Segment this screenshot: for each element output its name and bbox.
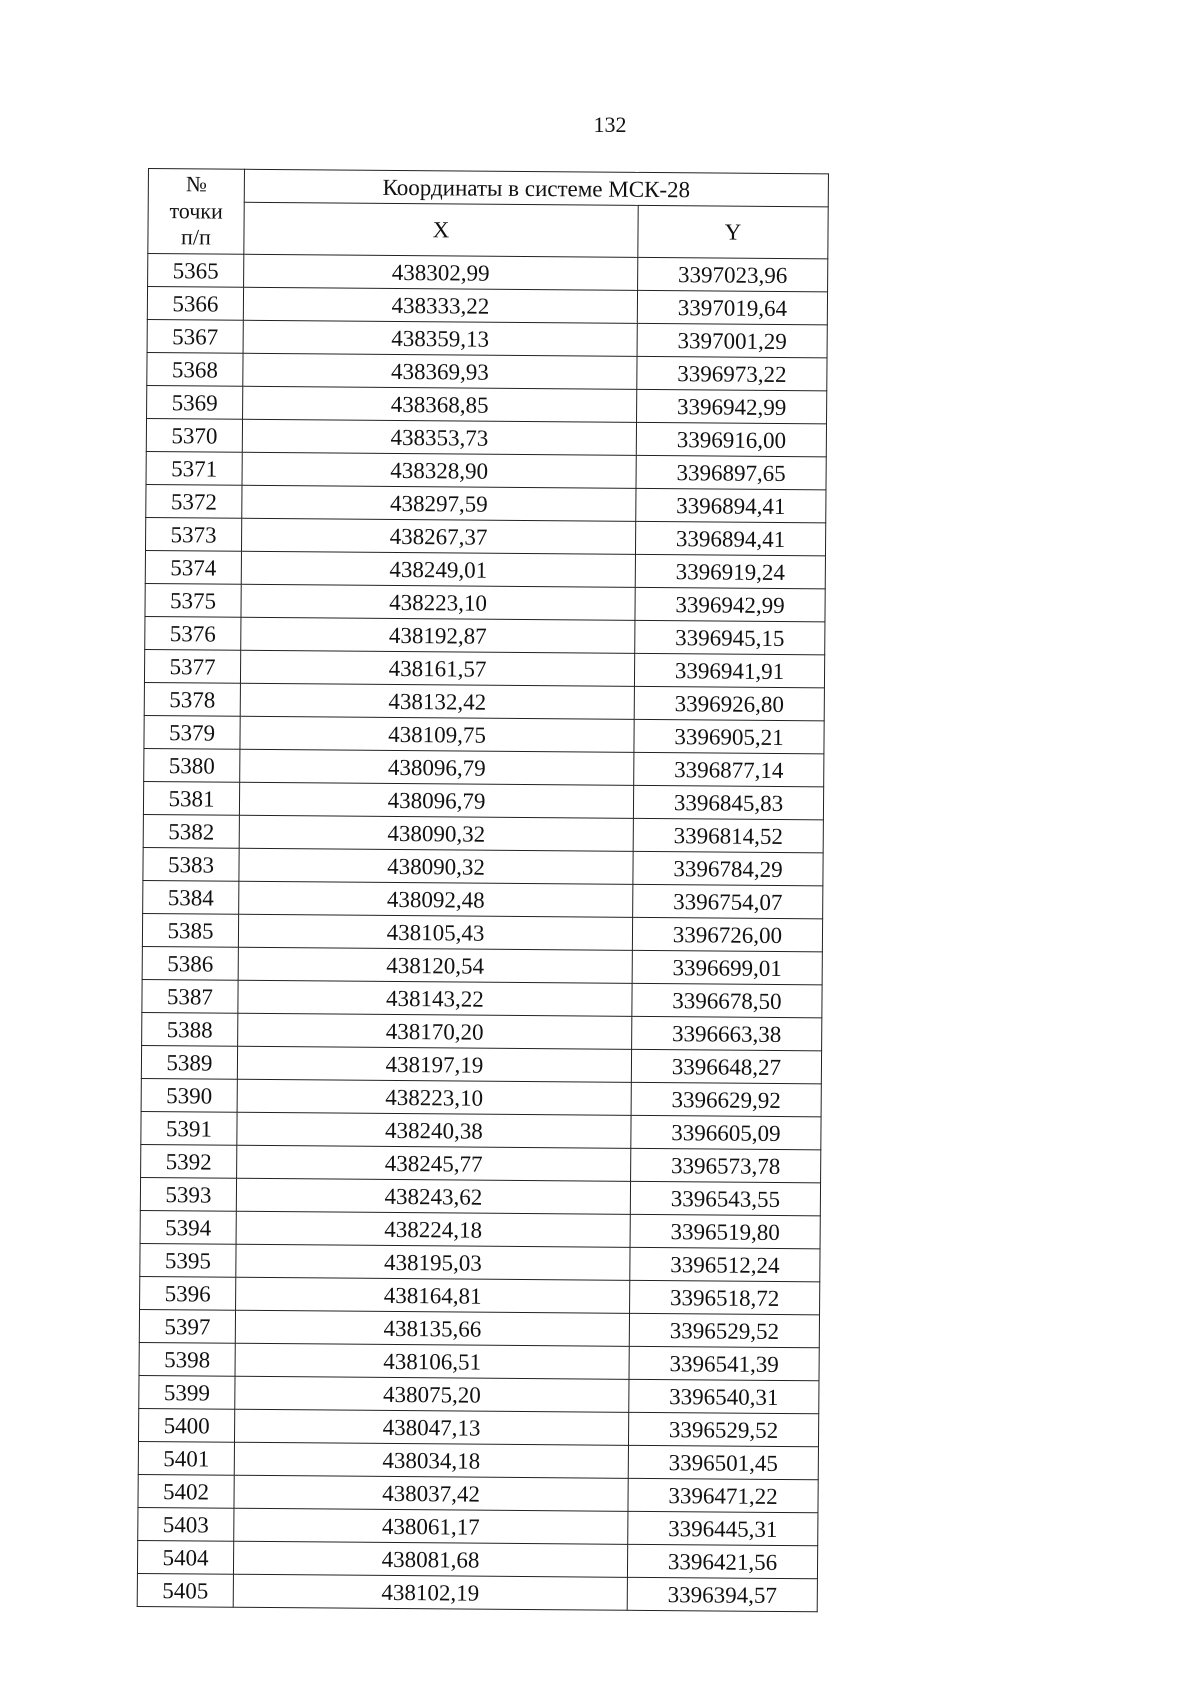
y-coordinate-cell: 3396916,00 — [636, 422, 826, 456]
x-coordinate-cell: 438096,79 — [240, 749, 634, 785]
point-number-cell: 5370 — [146, 418, 242, 452]
y-coordinate-cell: 3396941,91 — [634, 653, 824, 687]
table-body — [137, 254, 828, 1612]
x-coordinate-cell: 438297,59 — [242, 485, 636, 521]
table-row — [143, 814, 823, 852]
table-row — [140, 1243, 820, 1281]
coordinates-table — [137, 168, 829, 1612]
x-coordinate-cell: 438197,19 — [237, 1046, 631, 1082]
y-coordinate-cell: 3396678,50 — [632, 983, 822, 1017]
table-row — [144, 715, 824, 753]
point-number-cell: 5393 — [140, 1177, 236, 1211]
point-number-cell: 5389 — [141, 1045, 237, 1079]
x-coordinate-cell: 438359,13 — [243, 320, 637, 356]
point-number-cell: 5365 — [148, 254, 244, 288]
x-coordinate-cell: 438106,51 — [235, 1343, 629, 1379]
y-coordinate-cell: 3396877,14 — [634, 752, 824, 786]
y-coordinate-cell: 3396421,56 — [627, 1544, 817, 1578]
y-coordinate-cell: 3396973,22 — [637, 356, 827, 390]
x-coordinate-cell: 438090,32 — [239, 848, 633, 884]
point-number-cell: 5405 — [137, 1573, 233, 1607]
y-coordinate-cell: 3396518,72 — [630, 1280, 820, 1314]
point-number-cell: 5369 — [147, 385, 243, 419]
x-coordinate-cell: 438132,42 — [240, 683, 634, 719]
y-coordinate-cell: 3396942,99 — [635, 587, 825, 621]
table-row — [145, 583, 825, 621]
point-number-cell: 5386 — [142, 946, 238, 980]
point-number-cell: 5404 — [137, 1540, 233, 1574]
x-coordinate-cell: 438105,43 — [238, 914, 632, 950]
point-number-cell: 5379 — [144, 715, 240, 749]
x-coordinate-cell: 438195,03 — [236, 1244, 630, 1280]
point-number-cell: 5382 — [143, 814, 239, 848]
y-coordinate-cell: 3396512,24 — [630, 1247, 820, 1281]
table-row — [138, 1507, 818, 1545]
point-number-cell: 5375 — [145, 583, 241, 617]
point-number-cell: 5402 — [138, 1474, 234, 1508]
y-coordinate-cell: 3396726,00 — [632, 917, 822, 951]
x-coordinate-cell: 438249,01 — [241, 551, 635, 587]
table-row — [144, 682, 824, 720]
x-coordinate-cell: 438143,22 — [238, 980, 632, 1016]
point-number-header — [148, 169, 245, 255]
table-row — [142, 946, 822, 984]
x-coordinate-cell: 438092,48 — [239, 881, 633, 917]
table-header — [148, 169, 829, 259]
y-coordinate-cell: 3396629,92 — [631, 1082, 821, 1116]
point-number-cell: 5398 — [139, 1342, 235, 1376]
point-number-cell: 5400 — [138, 1408, 234, 1442]
point-number-cell: 5376 — [145, 616, 241, 650]
point-number-cell: 5385 — [142, 913, 238, 947]
x-coordinate-cell: 438353,73 — [242, 419, 636, 455]
table-row — [141, 1111, 821, 1149]
y-coordinate-cell: 3396519,80 — [630, 1214, 820, 1248]
table-row — [146, 451, 826, 489]
point-number-cell: 5377 — [144, 649, 240, 683]
point-number-cell: 5397 — [139, 1309, 235, 1343]
y-coordinate-cell: 3396926,80 — [634, 686, 824, 720]
x-coordinate-cell: 438047,13 — [234, 1409, 628, 1445]
y-coordinate-cell: 3396845,83 — [633, 785, 823, 819]
x-coordinate-cell: 438096,79 — [239, 782, 633, 818]
x-coordinate-cell: 438368,85 — [243, 386, 637, 422]
point-number-header-line-3: п/п — [181, 224, 211, 250]
x-coordinate-cell: 438245,77 — [237, 1145, 631, 1181]
y-coordinate-cell: 3396529,52 — [629, 1313, 819, 1347]
y-coordinate-cell: 3396699,01 — [632, 950, 822, 984]
coordinate-system-header: Координаты в системе МСК-28 — [244, 169, 828, 207]
y-coordinate-cell: 3396541,39 — [629, 1346, 819, 1380]
x-coordinate-cell: 438243,62 — [236, 1178, 630, 1214]
point-number-cell: 5403 — [138, 1507, 234, 1541]
x-coordinate-cell: 438090,32 — [239, 815, 633, 851]
table-row — [147, 287, 827, 325]
table-row — [140, 1276, 820, 1314]
point-number-cell: 5380 — [144, 748, 240, 782]
x-coordinate-cell: 438240,38 — [237, 1112, 631, 1148]
y-coordinate-cell: 3396945,15 — [635, 620, 825, 654]
table-row — [143, 847, 823, 885]
point-number-cell: 5383 — [143, 847, 239, 881]
point-number-cell: 5372 — [146, 484, 242, 518]
y-coordinate-cell: 3396784,29 — [633, 851, 823, 885]
table-row — [144, 748, 824, 786]
y-coordinate-cell: 3396754,07 — [633, 884, 823, 918]
x-coordinate-cell: 438328,90 — [242, 452, 636, 488]
x-coordinate-cell: 438135,66 — [235, 1310, 629, 1346]
y-coordinate-cell: 3396471,22 — [628, 1478, 818, 1512]
y-coordinate-cell: 3396897,65 — [636, 455, 826, 489]
table-row — [139, 1309, 819, 1347]
table-row — [145, 517, 825, 555]
y-coordinate-cell: 3397023,96 — [638, 257, 828, 291]
y-coordinate-cell: 3396445,31 — [628, 1511, 818, 1545]
x-coordinate-cell: 438223,10 — [237, 1079, 631, 1115]
y-coordinate-cell: 3396543,55 — [630, 1181, 820, 1215]
point-number-cell: 5384 — [143, 880, 239, 914]
y-column-header: Y — [638, 205, 828, 258]
point-number-header-line-2: точки — [169, 197, 223, 224]
table-row — [139, 1375, 819, 1413]
point-number-cell: 5392 — [141, 1144, 237, 1178]
x-coordinate-cell: 438224,18 — [236, 1211, 630, 1247]
table-row — [140, 1210, 820, 1248]
x-coordinate-cell: 438164,81 — [236, 1277, 630, 1313]
y-coordinate-cell: 3397001,29 — [637, 323, 827, 357]
table-row — [140, 1177, 820, 1215]
point-number-cell: 5368 — [147, 352, 243, 386]
y-coordinate-cell: 3396814,52 — [633, 818, 823, 852]
y-coordinate-cell: 3397019,64 — [637, 290, 827, 324]
x-coordinate-cell: 438267,37 — [241, 518, 635, 554]
point-number-cell: 5381 — [143, 781, 239, 815]
point-number-cell: 5374 — [145, 550, 241, 584]
table-row — [142, 913, 822, 951]
table-row — [147, 352, 827, 390]
x-coordinate-cell: 438223,10 — [241, 584, 635, 620]
y-coordinate-cell: 3396894,41 — [636, 488, 826, 522]
point-number-cell: 5371 — [146, 451, 242, 485]
table-row — [138, 1474, 818, 1512]
table-row — [145, 616, 825, 654]
x-coordinate-cell: 438369,93 — [243, 353, 637, 389]
point-number-cell: 5399 — [139, 1375, 235, 1409]
table-row — [137, 1540, 817, 1578]
x-coordinate-cell: 438302,99 — [244, 254, 638, 290]
point-number-header-line-1: № — [185, 171, 207, 197]
table-row — [147, 385, 827, 423]
x-coordinate-cell: 438102,19 — [233, 1574, 627, 1610]
table-row — [141, 1144, 821, 1182]
table-row — [142, 1012, 822, 1050]
point-number-cell: 5390 — [141, 1078, 237, 1112]
point-number-cell: 5367 — [147, 319, 243, 353]
x-coordinate-cell: 438170,20 — [238, 1013, 632, 1049]
point-number-cell: 5394 — [140, 1210, 236, 1244]
x-column-header: X — [244, 202, 638, 257]
table-row — [138, 1408, 818, 1446]
y-coordinate-cell: 3396573,78 — [631, 1148, 821, 1182]
table-row — [144, 649, 824, 687]
table-row — [141, 1045, 821, 1083]
y-coordinate-cell: 3396540,31 — [629, 1379, 819, 1413]
point-number-cell: 5396 — [140, 1276, 236, 1310]
table-row — [148, 254, 828, 292]
y-coordinate-cell: 3396942,99 — [637, 389, 827, 423]
x-coordinate-cell: 438120,54 — [238, 947, 632, 983]
point-number-cell: 5373 — [145, 517, 241, 551]
y-coordinate-cell: 3396501,45 — [628, 1445, 818, 1479]
y-coordinate-cell: 3396605,09 — [631, 1115, 821, 1149]
point-number-cell: 5378 — [144, 682, 240, 716]
point-number-cell: 5366 — [147, 287, 243, 321]
table-row — [143, 880, 823, 918]
point-number-cell: 5387 — [142, 979, 238, 1013]
page-number: 132 — [593, 112, 627, 137]
table-row — [139, 1342, 819, 1380]
table-row — [143, 781, 823, 819]
point-number-cell: 5395 — [140, 1243, 236, 1277]
y-coordinate-cell: 3396663,38 — [632, 1016, 822, 1050]
point-number-cell: 5391 — [141, 1111, 237, 1145]
table-row — [138, 1441, 818, 1479]
x-coordinate-cell: 438037,42 — [234, 1475, 628, 1511]
table-row — [145, 550, 825, 588]
table-row — [146, 484, 826, 522]
x-coordinate-cell: 438081,68 — [233, 1541, 627, 1577]
table-row — [141, 1078, 821, 1116]
x-coordinate-cell: 438061,17 — [234, 1508, 628, 1544]
x-coordinate-cell: 438109,75 — [240, 716, 634, 752]
point-number-cell: 5388 — [142, 1012, 238, 1046]
y-coordinate-cell: 3396529,52 — [628, 1412, 818, 1446]
x-coordinate-cell: 438075,20 — [235, 1376, 629, 1412]
x-coordinate-cell: 438192,87 — [241, 617, 635, 653]
point-number-cell: 5401 — [138, 1441, 234, 1475]
y-coordinate-cell: 3396919,24 — [635, 554, 825, 588]
table-row — [137, 1573, 817, 1611]
x-coordinate-cell: 438034,18 — [234, 1442, 628, 1478]
table-row — [147, 319, 827, 357]
x-coordinate-cell: 438333,22 — [243, 287, 637, 323]
y-coordinate-cell: 3396894,41 — [635, 521, 825, 555]
y-coordinate-cell: 3396394,57 — [627, 1577, 817, 1611]
x-coordinate-cell: 438161,57 — [240, 650, 634, 686]
y-coordinate-cell: 3396905,21 — [634, 719, 824, 753]
table-row — [146, 418, 826, 456]
table-row — [142, 979, 822, 1017]
y-coordinate-cell: 3396648,27 — [631, 1049, 821, 1083]
